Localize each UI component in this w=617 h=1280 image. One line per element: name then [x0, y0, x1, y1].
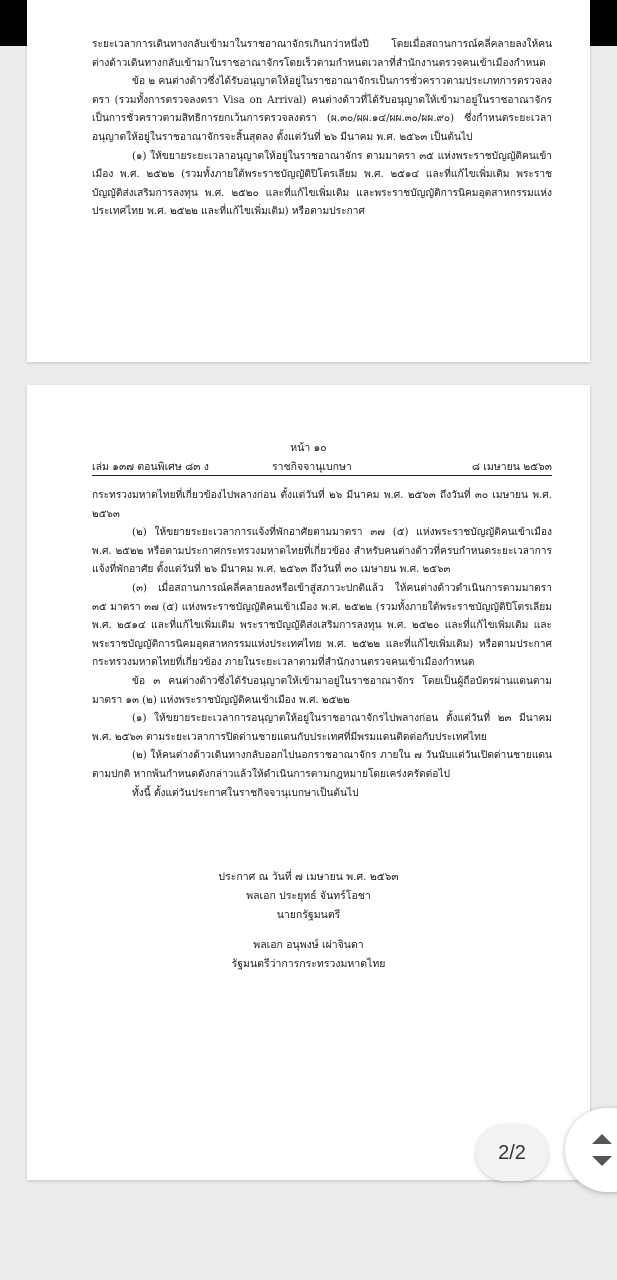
signature-block-minister — [27, 936, 590, 974]
page2-paragraph: (๒) ให้ขยายระยะเวลาการแจ้งที่พักอาศัยตามมาตรา ๓๗ (๕) แห่งพระราชบัญญัติคนเข้าเมือง พ.ศ. ๒๕๒๒ หรือตามประกาศกระทรวงมหาดไทยที่เกี่ยวข้อง สำหรับคนต่างด้าวที่ครบกำหนดระยะเวลาการแจ้งที่พักอาศัย ตั้งแต่วันที่ ๒๖ มีนาคม พ.ศ. ๒๕๖๓ ถึงวันที่ ๓๐ เมษายน พ.ศ. ๒๕๖๓ — [92, 527, 552, 576]
signature-block-pm — [27, 868, 590, 925]
issue-date: ๘ เมษายน ๒๕๖๓ — [471, 461, 552, 473]
gazette-title: ราชกิจจานุเบกษา — [272, 461, 352, 473]
page2-body — [92, 487, 552, 803]
gazette-header — [92, 457, 552, 476]
page1-paragraph: (๑) ให้ขยายระยะเวลาอนุญาตให้อยู่ในราชอาณาจักร ตามมาตรา ๓๕ แห่งพระราชบัญญัติคนเข้าเมือง พ.ศ. ๒๕๒๒ (รวมทั้งภายใต้พระราชบัญญัติปิโตรเลียม พ.ศ. ๒๕๑๔ และที่แก้ไขเพิ่มเติม พระราชบัญญัติส่งเสริมการลงทุน พ.ศ. ๒๕๒๐ และที่แก้ไขเพิ่มเติม และพระราชบัญญัติการนิคมอุตสาหกรรมแห่งประเทศไทย พ.ศ. ๒๕๒๒ และที่แก้ไขเพิ่มเติม) หรือตามประกาศ — [92, 150, 552, 218]
announcement-date: ประกาศ ณ วันที่ ๗ เมษายน พ.ศ. ๒๕๖๓ — [218, 871, 399, 883]
page-indicator: 2/2 — [476, 1125, 548, 1181]
signer-name: พลเอก ประยุทธ์ จันทร์โอชา — [246, 890, 371, 902]
page1-paragraph: ระยะเวลาการเดินทางกลับเข้ามาในราชอาณาจักรเกินกว่าหนึ่งปี โดยเมื่อสถานการณ์คลี่คลายลงให้คนต่างด้าวเดินทางกลับเข้ามาในราชอาณาจักรโดยเร็วตามกำหนดเวลาที่สำนักงานตรวจคนเข้าเมืองกำหนด — [92, 39, 552, 69]
page2-paragraph: กระทรวงมหาดไทยที่เกี่ยวข้องไปพลางก่อน ตั้งแต่วันที่ ๒๖ มีนาคม พ.ศ. ๒๕๖๓ ถึงวันที่ ๓๐ เมษายน พ.ศ. ๒๕๖๓ — [92, 490, 552, 520]
volume-label: เล่ม ๑๓๗ ตอนพิเศษ ๘๓ ง — [92, 461, 209, 473]
document-page-1 — [27, 0, 590, 362]
signer-title: รัฐมนตรีว่าการกระทรวงมหาดไทย — [231, 958, 386, 970]
page2-paragraph: (๑) ให้ขยายระยะเวลาการอนุญาตให้อยู่ในราชอาณาจักรไปพลางก่อน ตั้งแต่วันที่ ๒๓ มีนาคม พ.ศ. ๒๕๖๓ ตามระยะเวลาการปิดด่านชายแดนกับประเทศที่มีพรมแดนติดต่อกับประเทศไทย — [92, 713, 552, 743]
page2-paragraph: ข้อ ๓ คนต่างด้าวซึ่งได้รับอนุญาตให้เข้ามาอยู่ในราชอาณาจักร โดยเป็นผู้ถือบัตรผ่านแดนตามมาตรา ๑๓ (๒) แห่งพระราชบัญญัติคนเข้าเมือง พ.ศ. ๒๕๒๒ — [92, 675, 552, 706]
document-page-2 — [27, 385, 590, 1180]
page1-body — [92, 36, 552, 222]
page2-paragraph: ทั้งนี้ ตั้งแต่วันประกาศในราชกิจจานุเบกษาเป็นต้นไป — [132, 787, 359, 799]
page1-paragraph: ข้อ ๒ คนต่างด้าวซึ่งได้รับอนุญาตให้อยู่ในราชอาณาจักรเป็นการชั่วคราวตามประเภทการตรวจลงตรา (รวมทั้งการตรวจลงตรา Visa on Arrival) คนต่างด้าวที่ได้รับอนุญาตให้เข้ามาอยู่ในราชอาณาจักรเป็นการชั่วคราวตามสิทธิการยกเว้นการตรวจลงตรา (ผ.๓๐/ผผ.๑๔/ผผ.๓๐/ผผ.๙๐) ซึ่งกำหนดระยะเวลาอนุญาตให้อยู่ในราชอาณาจักรจะสิ้นสุดลง ตั้งแต่วันที่ ๒๖ มีนาคม พ.ศ. ๒๕๖๓ เป็นต้นไป — [92, 76, 552, 143]
up-down-arrows-icon — [590, 1132, 614, 1168]
page2-paragraph: (๒) ให้คนต่างด้าวเดินทางกลับออกไปนอกราชอาณาจักร ภายใน ๗ วันนับแต่วันเปิดด่านชายแดนตามปกติ หากพ้นกำหนดดังกล่าวแล้วให้ดำเนินการตามกฎหมายโดยเคร่งครัดต่อไป — [92, 750, 552, 780]
signer-title: นายกรัฐมนตรี — [276, 909, 341, 921]
page-number-label: หน้า ๑๐ — [290, 442, 327, 454]
signer-name: พลเอก อนุพงษ์ เผ่าจินดา — [253, 939, 364, 951]
page2-paragraph: (๓) เมื่อสถานการณ์คลี่คลายลงหรือเข้าสู่สภาวะปกติแล้ว ให้คนต่างด้าวดำเนินการตามมาตรา ๓๕ มาตรา ๓๗ (๕) แห่งพระราชบัญญัติคนเข้าเมือง พ.ศ. ๒๕๒๒ (รวมทั้งภายใต้พระราชบัญญัติปิโตรเลียม พ.ศ. ๒๕๑๔ และที่แก้ไขเพิ่มเติม พระราชบัญญัติส่งเสริมการลงทุน พ.ศ. ๒๕๒๐ และที่แก้ไขเพิ่มเติม และพระราชบัญญัติการนิคมอุตสาหกรรมแห่งประเทศไทย พ.ศ. ๒๕๒๒ และที่แก้ไขเพิ่มเติม) หรือตามประกาศกระทรวงมหาดไทยที่เกี่ยวข้อง ภายในระยะเวลาตามที่สำนักงานตรวจคนเข้าเมืองกำหนด — [92, 582, 552, 669]
